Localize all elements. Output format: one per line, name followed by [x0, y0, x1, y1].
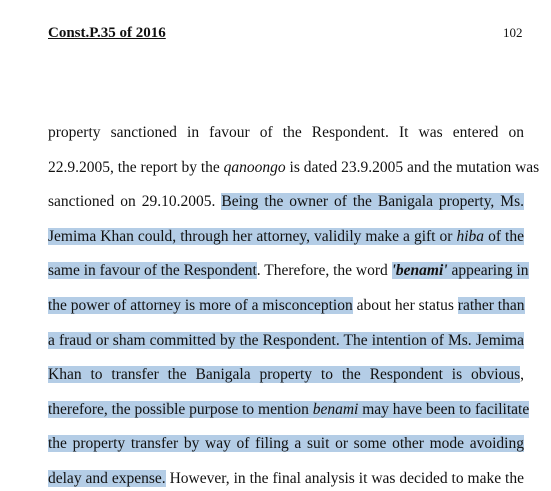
text-line	[48, 467, 524, 491]
text-line	[48, 363, 524, 387]
text-segment: could, through her attorney, validily make a gift or	[133, 227, 457, 245]
text-segment: qanoongo	[223, 158, 286, 176]
text-line	[48, 190, 524, 214]
text-line	[48, 259, 529, 283]
text-segment: to the Respondent is obvious	[312, 366, 521, 384]
text-segment: rather than	[457, 297, 525, 314]
page-number: 102	[503, 25, 523, 40]
text-segment: property sanctioned in favour of the Respondent. It was entered on	[48, 124, 524, 141]
text-segment: hiba	[456, 227, 485, 245]
text-segment: appearing in	[447, 262, 529, 280]
text-segment: Khan to transfer the Banigala property	[48, 366, 313, 384]
text-segment: . The intention of Ms. Jemima	[335, 331, 524, 349]
text-segment: delay and expense.	[48, 470, 166, 487]
text-line	[48, 329, 524, 353]
text-line	[48, 294, 524, 318]
text-segment: Being the owner of the Banigala property, Ms.	[221, 193, 524, 211]
text-segment: may have been to facilitate	[358, 400, 530, 418]
text-segment: a fraud or sham committed by the Respondent	[48, 331, 336, 349]
text-segment: benami	[312, 400, 359, 418]
text-line	[48, 432, 524, 456]
text-segment: 'benami'	[391, 262, 448, 280]
document-title: Const.P.35 of 2016	[48, 25, 166, 41]
text-segment: . Therefore, the word	[256, 262, 392, 280]
text-line	[48, 156, 540, 180]
text-segment: is dated 23.9.2005 and the mutation was	[285, 158, 540, 176]
text-segment: ,	[520, 366, 525, 384]
text-segment: Jemima Khan	[48, 227, 134, 245]
text-segment: 22.9.2005, the report by the	[48, 158, 224, 176]
text-segment: of the	[484, 227, 524, 245]
text-segment: same in favour of the Respondent	[48, 262, 257, 280]
text-segment: the power of attorney is more of a misconception	[48, 297, 353, 314]
text-segment: sanctioned on 29.10.2005.	[48, 193, 222, 211]
text-segment: therefore, the possible purpose to mention	[48, 400, 313, 418]
text-line	[48, 225, 524, 249]
text-line	[48, 398, 530, 422]
text-segment: about her status	[352, 297, 458, 314]
text-segment: However, in the final analysis it was decided to make the	[165, 470, 524, 487]
text-line	[48, 121, 524, 145]
text-segment: the property transfer by way of filing a suit or some other mode avoiding	[48, 435, 524, 453]
